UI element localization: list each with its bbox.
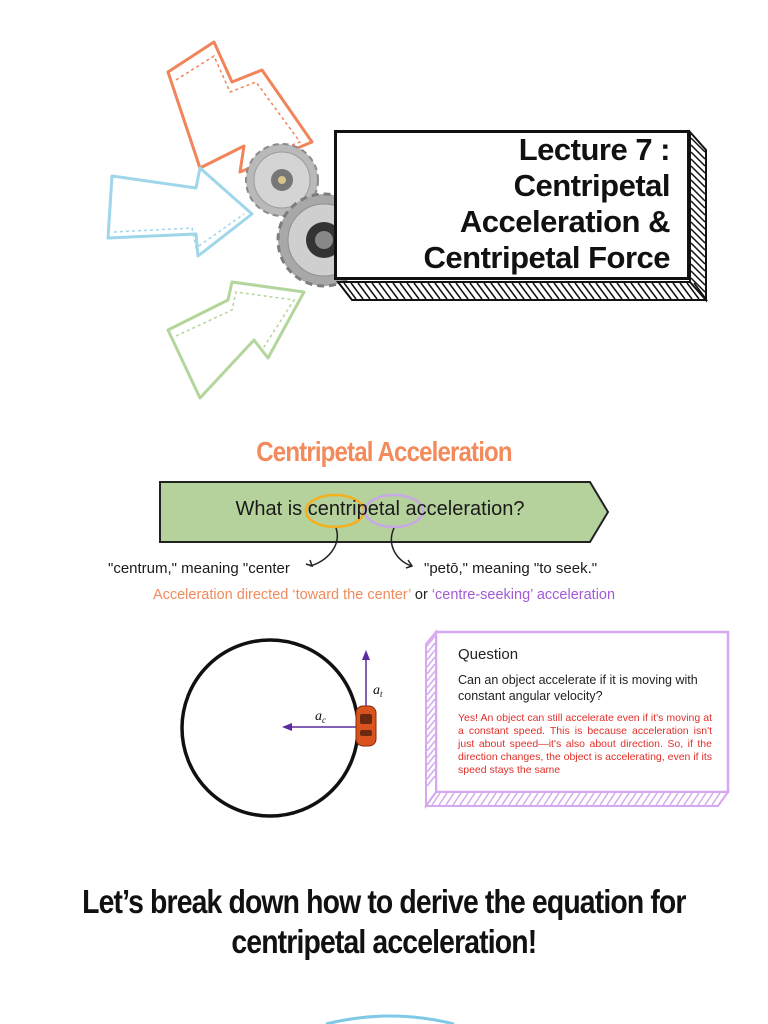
blue-arrow-icon [108,168,252,256]
answer-text: Yes! An object can still accelerate even if it's moving at a constant speed. This is because acceleration isn't just about speed—it's also about direction. So, if the direction changes, the object is accelerating, even if its speed stays the same [458,712,712,776]
question-text: Can an object accelerate if it is moving with constant angular velocity? [458,673,698,703]
banner-question: What is centripetal acceleration? [235,498,525,520]
question-heading: Question [458,646,519,663]
circular-motion-diagram [176,640,383,825]
page-title [330,132,670,276]
definition-part2: ‘centre-seeking’ acceleration [431,587,616,603]
car-icon [356,706,376,746]
question-banner [150,478,620,568]
closing-line: centripetal acceleration! [231,923,537,960]
title-line: Centripetal Force [423,240,670,275]
label-tangential: $a_t$ [373,683,383,699]
title-line: Lecture 7 : [518,132,670,167]
etymology-right: "petō," meaning "to seek." [424,560,598,577]
closing-line: Let’s break down how to derive the equation for [82,883,686,920]
title-line: Centripetal [513,168,670,203]
definition-part1: Acceleration directed ‘toward the center’ [152,587,411,603]
bottom-arc-decoration [320,1012,460,1024]
label-centripetal: $a_c$ [315,709,326,725]
circular-path [182,640,358,816]
definition-line [0,587,768,603]
closing-heading [0,882,768,962]
green-arrow-icon [168,282,304,398]
etymology-left: "centrum," meaning "center [108,560,290,577]
title-line: Acceleration & [459,204,670,239]
section-heading: Centripetal Acceleration [256,436,512,467]
definition-or: or [410,587,432,603]
